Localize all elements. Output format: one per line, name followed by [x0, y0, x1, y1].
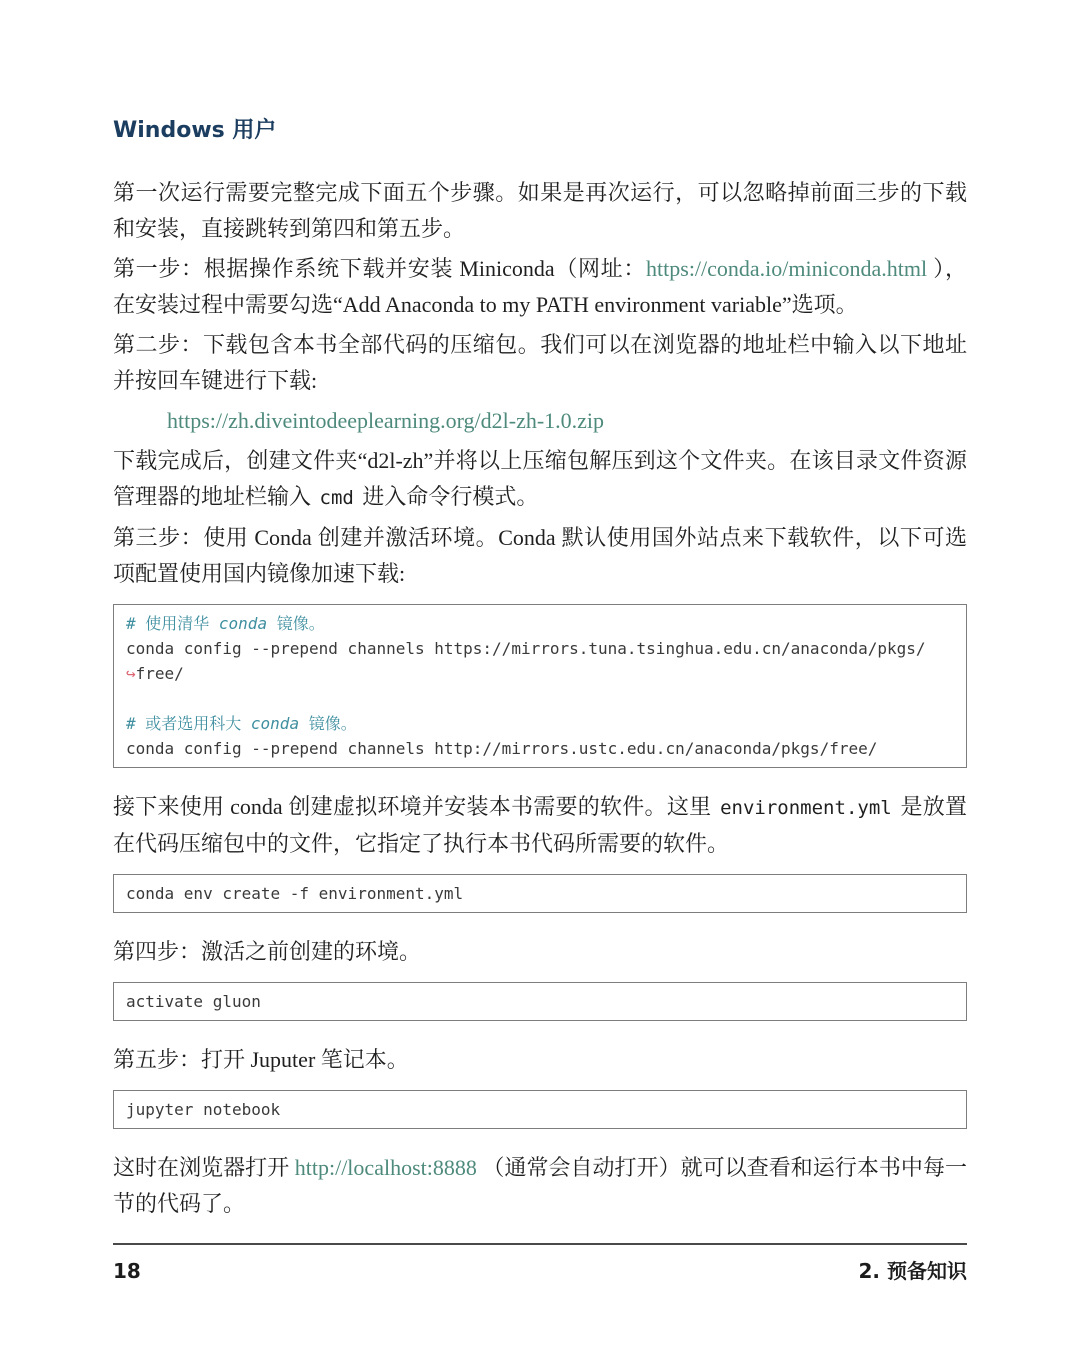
section-heading: Windows 用户 [113, 118, 277, 143]
comment-text: # 使用清华 [126, 614, 219, 633]
code-command-env-create: conda env create -f environment.yml [126, 884, 464, 903]
step3-paragraph: 第三步：使用 Conda 创建并激活环境。Conda 默认使用国外站点来下载软件，以下可选项配置使用国内镜像加速下载: [113, 525, 967, 586]
final-text-pre: 这时在浏览器打开 [113, 1155, 295, 1180]
miniconda-link[interactable]: https://conda.io/miniconda.html [646, 256, 928, 281]
page-number: 18 [113, 1259, 141, 1283]
d2l-zip-link[interactable]: https://zh.diveintodeeplearning.org/d2l-zh-1.0.zip [167, 408, 605, 433]
code-comment-ustc [126, 711, 954, 736]
comment-text: 镜像。 [299, 714, 357, 733]
line-continuation-icon: ↪ [126, 664, 136, 683]
code-command-tsinghua: conda config --prepend channels https://mirrors.tuna.tsinghua.edu.cn/anaconda/pkgs/ [126, 639, 926, 658]
final-text-post: （通常会自动打开）就可以查看和运行本书中每一节的代码了。 [113, 1155, 967, 1216]
comment-text: 镜像。 [267, 614, 325, 633]
code-command-activate: activate gluon [126, 992, 261, 1011]
step4-paragraph: 第四步：激活之前创建的环境。 [113, 939, 422, 964]
step5-paragraph: 第五步：打开 Juputer 笔记本。 [113, 1047, 409, 1072]
chapter-title: 2. 预备知识 [858, 1259, 967, 1283]
after-download-text-pre: 下载完成后，创建文件夹“d2l-zh”并将以上压缩包解压到这个文件夹。在该目录文件资源管理器的地址栏输入 [113, 448, 967, 509]
code-command-ustc: conda config --prepend channels http://mirrors.ustc.edu.cn/anaconda/pkgs/free/ [126, 739, 878, 758]
code-command-jupyter: jupyter notebook [126, 1100, 281, 1119]
step1-text-post: ），在安装过程中需要勾选“Add Anaconda to my PATH environment variable”选项。 [113, 256, 967, 317]
step1-paragraph [113, 251, 967, 323]
wrapped-command-text: free/ [135, 664, 184, 683]
step2-paragraph: 第二步：下载包含本书全部代码的压缩包。我们可以在浏览器的地址栏中输入以下地址并按回车键进行下载: [113, 332, 967, 393]
intro-paragraph: 第一次运行需要完整完成下面五个步骤。如果是再次运行，可以忽略掉前面三步的下载和安装，直接跳转到第四和第五步。 [113, 180, 967, 241]
code-command-wrapped-line [126, 661, 954, 686]
environment-yml-inline-code: environment.yml [720, 797, 892, 819]
mirror-config-code-block [113, 604, 967, 768]
code-comment-tsinghua [126, 611, 954, 636]
comment-conda-word: conda [250, 714, 300, 733]
final-paragraph [113, 1150, 967, 1222]
jupyter-notebook-code-block [113, 1090, 967, 1129]
cmd-inline-code: cmd [319, 487, 354, 509]
conda-env-create-code-block [113, 874, 967, 913]
comment-text: # 或者选用科大 [126, 714, 251, 733]
environment-paragraph [113, 789, 967, 862]
code-blank-line [126, 686, 954, 711]
download-link-block [167, 403, 967, 439]
environment-text-post: 是放置在代码压缩包中的文件，它指定了执行本书代码所需要的软件。 [113, 794, 967, 856]
activate-gluon-code-block [113, 982, 967, 1021]
page-footer [113, 1243, 967, 1284]
after-download-text-post: 进入命令行模式。 [356, 484, 539, 509]
environment-text-pre: 接下来使用 conda 创建虚拟环境并安装本书需要的软件。这里 [113, 794, 718, 819]
step1-text-pre: 第一步：根据操作系统下载并安装 Miniconda（网址： [113, 256, 647, 281]
comment-conda-word: conda [218, 614, 268, 633]
after-download-paragraph [113, 443, 967, 516]
localhost-link[interactable]: http://localhost:8888 [294, 1155, 477, 1180]
